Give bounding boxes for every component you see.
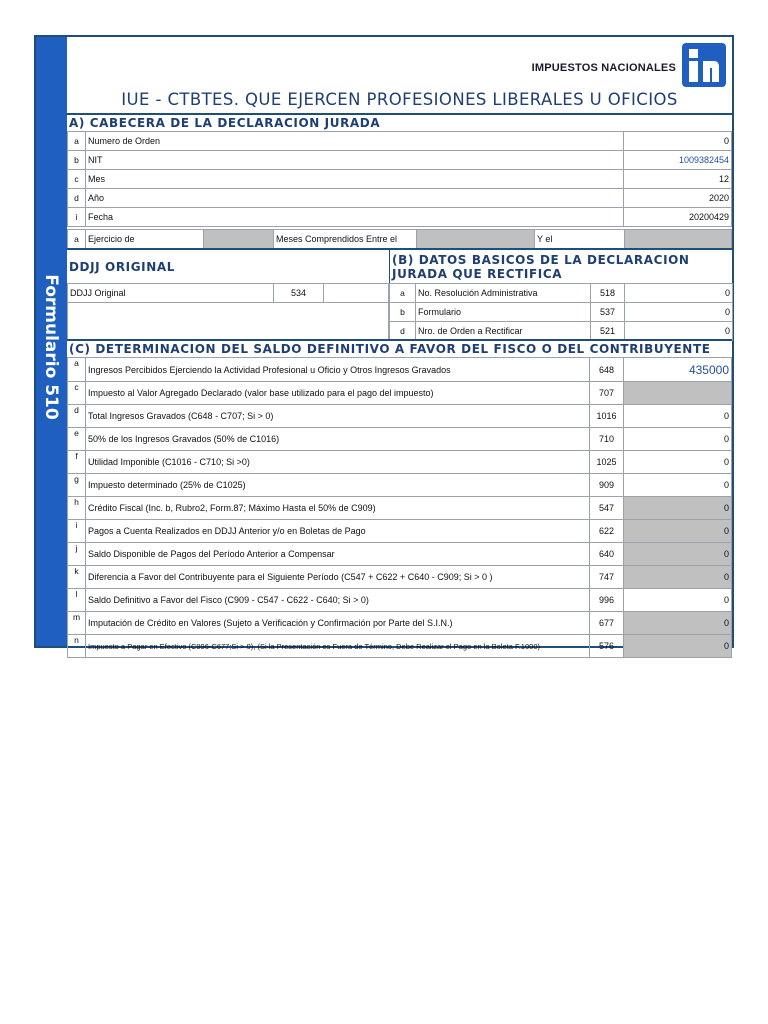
row-code: 747: [590, 566, 624, 589]
row-letter: i: [68, 520, 86, 543]
row-code: 576: [590, 635, 624, 658]
row-letter: m: [68, 612, 86, 635]
ejercicio-table: [67, 229, 732, 249]
row-letter: j: [68, 543, 86, 566]
row-value[interactable]: 2020: [624, 189, 732, 208]
form-title: IUE - CTBTES. QUE EJERCEN PROFESIONES LIBERALES U OFICIOS: [121, 90, 678, 109]
row-label: Ingresos Percibidos Ejerciendo la Actividad Profesional u Oficio y Otros Ingresos Gravados: [86, 358, 590, 382]
row-code: 909: [590, 474, 624, 497]
row-code: 518: [591, 284, 625, 303]
row-label: Crédito Fiscal (Inc. b, Rubro2, Form.87; Máximo Hasta el 50% de C909): [86, 497, 590, 520]
section-b-title-line1: (B) DATOS BASICOS DE LA DECLARACION: [392, 253, 690, 267]
row-label: Mes: [86, 170, 624, 189]
row-label: Imputación de Crédito en Valores (Sujeto a Verificación y Confirmación por Parte del S.I.N.): [86, 612, 590, 635]
row-code: 622: [590, 520, 624, 543]
row-value[interactable]: 0: [624, 405, 732, 428]
row-value[interactable]: 0: [624, 497, 732, 520]
row-letter: d: [68, 189, 86, 208]
row-code: 521: [591, 322, 625, 341]
row-value[interactable]: 0: [625, 284, 733, 303]
row-label: Diferencia a Favor del Contribuyente para el Siguiente Período (C547 + C622 + C640 - C909; Si > 0 ): [86, 566, 590, 589]
section-b-row: [390, 284, 733, 303]
row-value[interactable]: 435000: [624, 358, 732, 382]
row-value[interactable]: 0: [624, 428, 732, 451]
form-main: [67, 37, 732, 651]
section-c-row: [68, 451, 732, 474]
row-code: 996: [590, 589, 624, 612]
ddjj-empty-row: [68, 303, 389, 340]
row-label: Saldo Disponible de Pagos del Período Anterior a Compensar: [86, 543, 590, 566]
row-value[interactable]: 0: [624, 566, 732, 589]
sidebar: [36, 37, 67, 646]
section-b-row: [390, 303, 733, 322]
yel-label: Y el: [535, 230, 625, 249]
row-value[interactable]: 0: [624, 635, 732, 658]
row-letter: i: [68, 208, 86, 227]
section-c-row: [68, 612, 732, 635]
row-label: Saldo Definitivo a Favor del Fisco (C909 - C547 - C622 - C640; Si > 0): [86, 589, 590, 612]
section-b-row: [390, 322, 733, 341]
row-value[interactable]: 0: [624, 520, 732, 543]
meses-label: Meses Comprendidos Entre el: [274, 230, 417, 249]
row-value[interactable]: 0: [624, 543, 732, 566]
row-letter: l: [68, 589, 86, 612]
ejercicio-label: Ejercicio de: [86, 230, 204, 249]
row-letter: d: [390, 322, 416, 341]
section-c-row: [68, 589, 732, 612]
ejercicio-letter: a: [68, 230, 86, 249]
section-c-row: [68, 520, 732, 543]
row-label: No. Resolución Administrativa: [416, 284, 591, 303]
row-value[interactable]: 0: [624, 132, 732, 151]
row-value[interactable]: 0: [624, 612, 732, 635]
row-value[interactable]: 0: [625, 322, 733, 341]
row-label: Nro. de Orden a Rectificar: [416, 322, 591, 341]
row-value[interactable]: 0: [624, 474, 732, 497]
row-value[interactable]: 0: [624, 451, 732, 474]
row-label: 50% de los Ingresos Gravados (50% de C1016): [86, 428, 590, 451]
form-510: [34, 35, 734, 651]
row-label: Fecha: [86, 208, 624, 227]
row-letter: h: [68, 497, 86, 520]
row-letter: a: [68, 358, 86, 382]
section-a-row: [68, 132, 732, 151]
meses-to-field[interactable]: [625, 230, 732, 249]
row-value[interactable]: [624, 382, 732, 405]
section-c-row: [68, 497, 732, 520]
row-code: 677: [590, 612, 624, 635]
ddjj-empty-cell: [68, 303, 389, 340]
row-letter: n: [68, 635, 86, 658]
row-label: Impuesto determinado (25% de C1025): [86, 474, 590, 497]
row-letter: c: [68, 382, 86, 405]
row-letter: c: [68, 170, 86, 189]
section-a-row: [68, 189, 732, 208]
ddjj-code: 534: [274, 284, 324, 303]
section-c-title: (C) DETERMINACION DEL SALDO DEFINITIVO A FAVOR DEL FISCO O DEL CONTRIBUYENTE: [67, 339, 732, 357]
section-c-row: [68, 382, 732, 405]
ddjj-table: [67, 283, 389, 340]
ejercicio-field[interactable]: [204, 230, 274, 249]
section-a-row: [68, 170, 732, 189]
row-value[interactable]: 0: [625, 303, 733, 322]
form-header: [67, 37, 732, 116]
row-label: Impuesto a Pagar en Efectivo (C996-C677;Si > 0), (Si la Presentación es Fuera de Término, Debe Realizar el Pago en la Boleta F.1000): [86, 635, 590, 658]
section-b-title-line2: JURADA QUE RECTIFICA: [392, 267, 563, 281]
row-label: NIT: [86, 151, 624, 170]
section-b-table: [389, 283, 733, 341]
section-c-row: [68, 635, 732, 658]
row-label: Numero de Orden: [86, 132, 624, 151]
section-a-row: [68, 208, 732, 227]
row-code: 640: [590, 543, 624, 566]
row-code: 537: [591, 303, 625, 322]
section-c-row: [68, 566, 732, 589]
section-a-table: [67, 131, 732, 227]
row-label: Año: [86, 189, 624, 208]
logo-text: IMPUESTOS NACIONALES: [531, 62, 676, 74]
row-value[interactable]: 12: [624, 170, 732, 189]
ddjj-row: [68, 284, 389, 303]
section-c-row: [68, 405, 732, 428]
row-label: Formulario: [416, 303, 591, 322]
row-label: Total Ingresos Gravados (C648 - C707; Si > 0): [86, 405, 590, 428]
row-code: 648: [590, 358, 624, 382]
section-c-row: [68, 428, 732, 451]
row-letter: a: [68, 132, 86, 151]
ddjj-field[interactable]: [324, 284, 389, 303]
row-label: Pagos a Cuenta Realizados en DDJJ Anterior y/o en Boletas de Pago: [86, 520, 590, 543]
row-value[interactable]: 20200429: [624, 208, 732, 227]
ddjj-label: DDJJ Original: [68, 284, 274, 303]
row-letter: f: [68, 451, 86, 474]
row-label: Utilidad Imponible (C1016 - C710; Si >0): [86, 451, 590, 474]
row-value[interactable]: 0: [624, 589, 732, 612]
section-a-row: [68, 151, 732, 170]
section-c-row: [68, 474, 732, 497]
ddjj-title: DDJJ ORIGINAL: [69, 260, 176, 274]
row-letter: d: [68, 405, 86, 428]
row-code: 1025: [590, 451, 624, 474]
row-letter: k: [68, 566, 86, 589]
ddjj-header: [67, 248, 389, 283]
row-letter: a: [390, 284, 416, 303]
impuestos-nacionales-logo-icon: [682, 43, 726, 87]
row-letter: e: [68, 428, 86, 451]
ejercicio-row: [68, 230, 732, 249]
row-code: 1016: [590, 405, 624, 428]
row-code: 707: [590, 382, 624, 405]
section-c-row: [68, 543, 732, 566]
row-letter: b: [68, 151, 86, 170]
section-c-row: [68, 358, 732, 382]
row-code: 547: [590, 497, 624, 520]
row-value[interactable]: 1009382454: [624, 151, 732, 170]
row-code: 710: [590, 428, 624, 451]
section-a-title: A) CABECERA DE LA DECLARACION JURADA: [67, 113, 732, 131]
sidebar-label: Formulario 510: [41, 274, 61, 420]
row-letter: g: [68, 474, 86, 497]
section-b-title: [389, 248, 732, 283]
section-c-table: [67, 357, 732, 658]
meses-from-field[interactable]: [417, 230, 535, 249]
row-letter: b: [390, 303, 416, 322]
row-label: Impuesto al Valor Agregado Declarado (valor base utilizado para el pago del impuesto): [86, 382, 590, 405]
